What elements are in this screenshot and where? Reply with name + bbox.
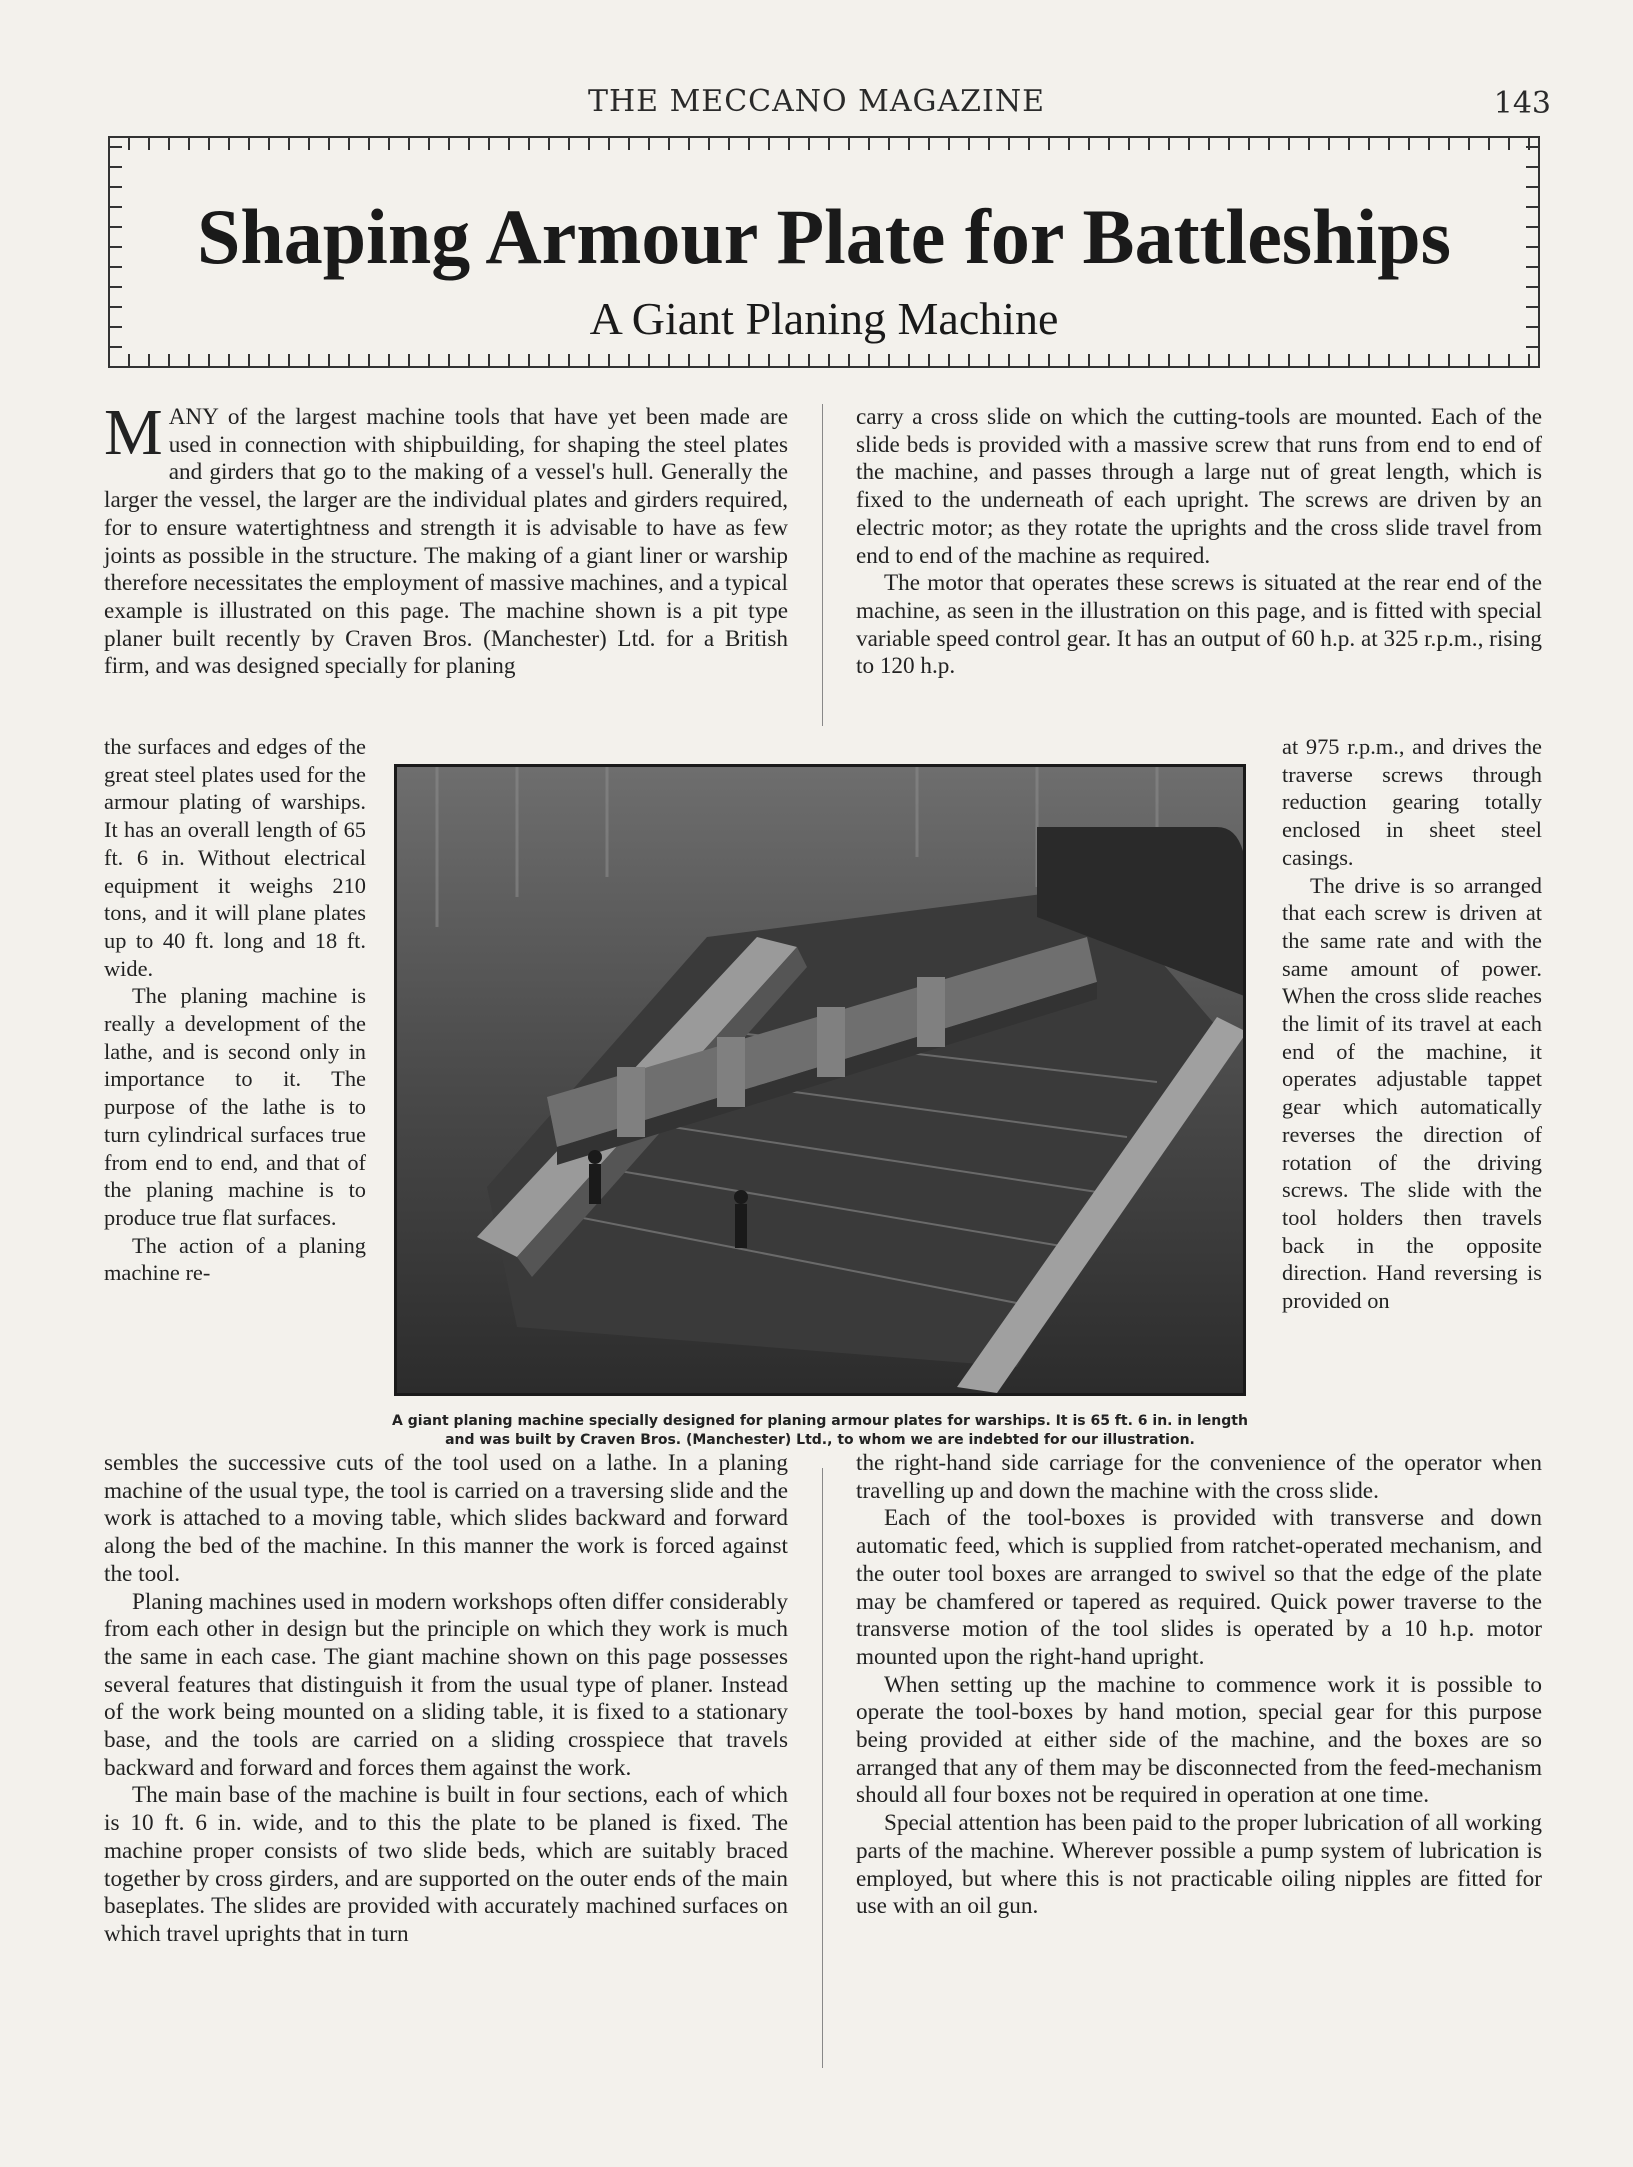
paragraph: sembles the successive cuts of the tool used on a lathe. In a planing machine of the usual type, the tool is carried on a traversing slide and the work is attached to a moving table, which slides backward and forward along the bed of the machine. In this manner the work is forced against the tool. bbox=[104, 1450, 788, 1587]
paragraph: The motor that operates these screws is situated at the rear end of the machine, as seen in the illustration on this page, and is fitted with special variable speed control gear. It has an output of 60 h.p. at 325 r.p.m., rising to 120 h.p. bbox=[856, 570, 1542, 680]
paragraph: at 975 r.p.m., and drives the traverse screws through reduction gearing totally enclosed in sheet steel casings. bbox=[1282, 734, 1542, 870]
paragraph-text: ANY of the largest machine tools that have yet been made are used in connection with shipbuilding, for shaping the steel plates and girders that go to the making of a vessel's hull. Generally the larger the vessel, the larger are the individual plates and girders required, for to ensure watertightness and strength it is advisable to have as few joints as possible in the structure. The making of a giant liner or warship therefore necessitates the employment of massive machines, and a typical example is illustrated on this page. The machine shown is a pit type planer built recently by Craven Bros. (Manchester) Ltd. for a British firm, and was designed specially for planing bbox=[104, 404, 788, 680]
drop-cap: M bbox=[104, 396, 163, 469]
right-column-bottom bbox=[856, 1450, 1542, 1921]
paragraph: The planing machine is really a development of the lathe, and is second only in importance to it. The purpose of the lathe is to turn cylindrical surfaces true from end to end, and that of the planing machine is to produce true flat surfaces. bbox=[104, 983, 366, 1230]
paragraph: The drive is so arranged that each screw is driven at the same rate and with the same amount of power. When the cross slide reaches the limit of its travel at each end of the machine, it operates adjustable tappet gear which automatically reverses the direction of rotation of the driving screws. The slide with the tool holders then travels back in the opposite direction. Hand reversing is provided on bbox=[1282, 872, 1542, 1314]
figure-caption bbox=[384, 1412, 1256, 1450]
title-box bbox=[108, 136, 1540, 368]
right-column-wrap bbox=[1282, 733, 1542, 1315]
planing-machine-photo bbox=[394, 764, 1246, 1396]
caption-line: and was built by Craven Bros. (Manchester) Ltd., to whom we are indebted for our illustration. bbox=[445, 1432, 1195, 1448]
paragraph bbox=[104, 396, 788, 681]
column-rule-bottom bbox=[822, 1468, 823, 2068]
page-number: 143 bbox=[1493, 86, 1551, 121]
left-column-bottom bbox=[104, 1450, 788, 1949]
paragraph: When setting up the machine to commence work it is possible to operate the tool-boxes by hand motion, special gear for this purpose being provided at either side of the machine, and the boxes are so arranged that any of them may be disconnected from the feed-mechanism should all four boxes not be required in operation at one time. bbox=[856, 1671, 1542, 1809]
right-column-top bbox=[856, 404, 1542, 681]
left-column-top bbox=[104, 396, 788, 681]
paragraph: the right-hand side carriage for the convenience of the operator when travelling up and down the machine with the cross slide. bbox=[856, 1450, 1542, 1504]
paragraph: carry a cross slide on which the cutting-tools are mounted. Each of the slide beds is provided with a massive screw that runs from end to end of the machine, and passes through a large nut of great length, which is fixed to the underneath of each upright. The screws are driven by an electric motor; as they rotate the uprights and the cross slide travel from end to end of the machine as required. bbox=[856, 404, 1542, 569]
running-head bbox=[0, 84, 1633, 124]
paragraph: The action of a planing machine re- bbox=[104, 1232, 366, 1286]
machine-illustration bbox=[397, 767, 1243, 1393]
paragraph: The main base of the machine is built in four sections, each of which is 10 ft. 6 in. wide, and to this the plate to be planed is fixed. The machine proper consists of two slide beds, which are suitably braced together by cross girders, and are supported on the outer ends of the main baseplates. The slides are provided with accurately machined surfaces on which travel uprights that in turn bbox=[104, 1782, 788, 1947]
caption-line: A giant planing machine specially designed for planing armour plates for warships. It is 65 ft. 6 in. in length bbox=[392, 1413, 1248, 1429]
article-title: Shaping Armour Plate for Battleships bbox=[197, 193, 1451, 280]
paragraph: Each of the tool-boxes is provided with transverse and down automatic feed, which is supplied from ratchet-operated mechanism, and the outer tool boxes are arranged to swivel so that the edge of the plate may be chamfered or tapered as required. Quick power traverse to the transverse motion of the tool slides is operated by a 10 h.p. motor mounted upon the right-hand upright. bbox=[856, 1505, 1542, 1670]
left-column-wrap bbox=[104, 733, 366, 1287]
column-rule-top bbox=[822, 404, 823, 726]
magazine-title: THE MECCANO MAGAZINE bbox=[587, 84, 1046, 119]
paragraph: Planing machines used in modern workshops often differ considerably from each other in design but the principle on which they work is much the same in each case. The giant machine shown on this page possesses several features that distinguish it from the usual type of planer. Instead of the work being mounted on a sliding table, it is fixed to a stationary base, and the tools are carried on a sliding crosspiece that travels backward and forward and forces them against the work. bbox=[104, 1588, 788, 1781]
article-subtitle: A Giant Planing Machine bbox=[589, 293, 1059, 344]
paragraph: the surfaces and edges of the great steel plates used for the armour plating of warships. It has an overall length of 65 ft. 6 in. Without electrical equipment it weighs 210 tons, and it will plane plates up to 40 ft. long and 18 ft. wide. bbox=[104, 734, 366, 981]
paragraph: Special attention has been paid to the proper lubrication of all working parts of the machine. Wherever possible a pump system of lubrication is employed, but where this is not practicable oiling nipples are fitted for use with an oil gun. bbox=[856, 1810, 1542, 1920]
